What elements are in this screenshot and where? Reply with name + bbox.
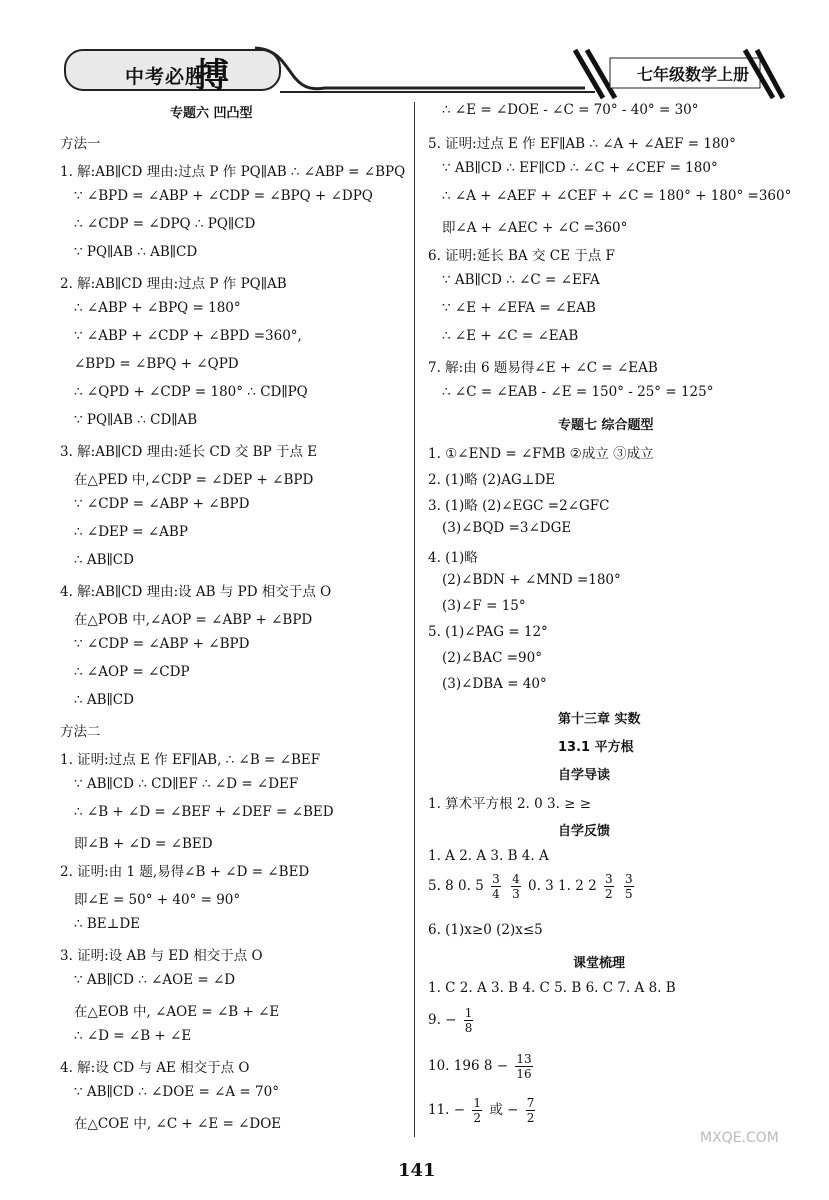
denominator: 3 [512, 887, 520, 901]
denominator: 2 [526, 1111, 535, 1125]
answer-line: 1. 证明:过点 E 作 EF∥AB, ∴ ∠B = ∠BEF [60, 752, 321, 768]
answer-line: ∵ ∠CDP = ∠ABP + ∠BPD [74, 636, 250, 652]
numerator: 3 [624, 872, 633, 886]
answer-line: ∵ PQ∥AB ∴ AB∥CD [74, 244, 198, 260]
answer-line: ∴ ∠DEP = ∠ABP [74, 524, 188, 540]
denominator: 4 [492, 887, 500, 901]
answer-line: 在△POB 中,∠AOP = ∠ABP + ∠BPD [74, 612, 313, 628]
answer-line: ∵ ∠E + ∠EFA = ∠EAB [442, 300, 596, 316]
answer-line: ∴ ∠C = ∠EAB - ∠E = 150° - 25° = 125° [442, 384, 714, 400]
fraction [472, 1096, 482, 1125]
answer-line: ∵ ∠ABP + ∠CDP + ∠BPD =360°, [74, 328, 302, 344]
answer-line: ∵ AB∥CD ∴ ∠C = ∠EFA [442, 272, 600, 288]
answer-line: 6. (1)x≥0 (2)x≤5 [428, 922, 543, 938]
answer-line: 5. 证明:过点 E 作 EF∥AB ∴ ∠A + ∠AEF = 180° [428, 136, 736, 152]
answer-line [428, 872, 637, 901]
denominator: 16 [516, 1067, 532, 1081]
section-title: 课堂梳理 [573, 956, 626, 971]
answer-line: (2)∠BAC =90° [442, 650, 542, 666]
answer-line: ∴ BE⊥DE [74, 916, 141, 932]
answer-line: 4. (1)略 [428, 550, 478, 566]
answer-text: 9. − [428, 1012, 457, 1028]
section-title: 13.1 平方根 [558, 740, 634, 755]
answer-line: ∵ AB∥CD ∴ CD∥EF ∴ ∠D = ∠DEF [74, 776, 299, 792]
denominator: 2 [473, 1111, 482, 1125]
answer-line: (3)∠DBA = 40° [442, 676, 547, 692]
section-title: 专题六 凹凸型 [170, 106, 253, 121]
section-title: 专题七 综合题型 [558, 418, 654, 433]
answer-line: ∴ ∠E = ∠DOE - ∠C = 70° - 40° = 30° [442, 102, 699, 118]
answer-text: 5. 8 0. 5 [428, 878, 484, 894]
answer-line: 6. 证明:延长 BA 交 CE 于点 F [428, 248, 615, 264]
answer-line: 3. (1)略 (2)∠EGC =2∠GFC [428, 498, 610, 514]
answer-line: 即∠A + ∠AEC + ∠C =360° [442, 220, 628, 236]
answer-line: ∠BPD = ∠BPQ + ∠QPD [74, 356, 239, 372]
answer-line: 5. (1)∠PAG = 12° [428, 624, 548, 640]
answer-line: ∴ ∠A + ∠AEF + ∠CEF + ∠C = 180° + 180° =360° [442, 188, 792, 204]
answer-line: (3)∠BQD =3∠DGE [442, 520, 572, 536]
answer-line [428, 1096, 538, 1125]
denominator: 2 [605, 887, 613, 901]
answer-line: 1. 解:AB∥CD 理由:过点 P 作 PQ∥AB ∴ ∠ABP = ∠BPQ [60, 164, 406, 180]
answer-line: (3)∠F = 15° [442, 598, 526, 614]
denominator: 8 [464, 1021, 473, 1035]
answer-line: ∴ ∠E + ∠C = ∠EAB [442, 328, 579, 344]
answer-line: ∵ ∠BPD = ∠ABP + ∠CDP = ∠BPQ + ∠DPQ [74, 188, 373, 204]
answer-line: 7. 解:由 6 题易得∠E + ∠C = ∠EAB [428, 360, 658, 376]
answer-line: ∴ ∠AOP = ∠CDP [74, 664, 190, 680]
answer-line: ∵ PQ∥AB ∴ CD∥AB [74, 412, 198, 428]
answer-line: ∴ ∠B + ∠D = ∠BEF + ∠DEF = ∠BED [74, 804, 334, 820]
numerator: 1 [473, 1096, 482, 1110]
answer-line: 在△EOB 中, ∠AOE = ∠B + ∠E [74, 1004, 280, 1020]
brand-text: 中考必胜· [125, 66, 214, 88]
answer-line: ∵ AB∥CD ∴ EF∥CD ∴ ∠C + ∠CEF = 180° [442, 160, 718, 176]
answer-line: 3. 证明:设 AB 与 ED 相交于点 O [60, 948, 263, 964]
answer-line: 方法一 [60, 136, 101, 152]
brand-glyph: 搏 [195, 56, 229, 96]
answer-line: 3. 解:AB∥CD 理由:延长 CD 交 BP 于点 E [60, 444, 318, 460]
fraction [604, 872, 614, 901]
denominator: 5 [624, 887, 633, 901]
answer-line: ∴ ∠QPD + ∠CDP = 180° ∴ CD∥PQ [74, 384, 308, 400]
answer-line: 4. 解:设 CD 与 AE 相交于点 O [60, 1060, 250, 1076]
numerator: 13 [516, 1052, 532, 1066]
answer-line: 1. A 2. A 3. B 4. A [428, 848, 549, 864]
answer-line: ∵ AB∥CD ∴ ∠AOE = ∠D [74, 972, 236, 988]
fraction [491, 872, 501, 901]
section-title: 自学反馈 [558, 824, 611, 839]
answer-line: ∴ AB∥CD [74, 552, 134, 568]
answer-line: 1. ①∠END = ∠FMB ②成立 ③成立 [428, 446, 654, 462]
section-title: 自学导读 [558, 768, 611, 783]
numerator: 1 [464, 1006, 473, 1020]
answer-line: 1. C 2. A 3. B 4. C 5. B 6. C 7. A 8. B [428, 980, 676, 996]
answer-line: 在△PED 中,∠CDP = ∠DEP + ∠BPD [74, 472, 314, 488]
fraction [515, 1052, 532, 1081]
fraction [511, 872, 521, 901]
answer-text: 或 − [489, 1102, 519, 1118]
answer-line: ∴ ∠D = ∠B + ∠E [74, 1028, 192, 1044]
section-title: 第十三章 实数 [558, 712, 641, 727]
fraction [526, 1096, 536, 1125]
answer-text: 10. 196 8 − [428, 1058, 509, 1074]
numerator: 7 [526, 1096, 535, 1110]
fraction [624, 872, 634, 901]
page-header [55, 40, 785, 102]
answer-line: ∴ ∠CDP = ∠DPQ ∴ PQ∥CD [74, 216, 256, 232]
watermark: MXQE.COM [700, 1130, 779, 1146]
answer-line: ∵ ∠CDP = ∠ABP + ∠BPD [74, 496, 250, 512]
answer-line: ∵ AB∥CD ∴ ∠DOE = ∠A = 70° [74, 1084, 279, 1100]
numerator: 4 [512, 872, 520, 886]
answer-line: 方法二 [60, 724, 101, 740]
answer-line: 即∠B + ∠D = ∠BED [74, 836, 213, 852]
column-divider [414, 102, 415, 1137]
numerator: 3 [492, 872, 500, 886]
numerator: 3 [605, 872, 613, 886]
page-number: 141 [398, 1160, 436, 1181]
answer-line: 4. 解:AB∥CD 理由:设 AB 与 PD 相交于点 O [60, 584, 332, 600]
answer-line [428, 1006, 476, 1035]
answer-line: 2. 证明:由 1 题,易得∠B + ∠D = ∠BED [60, 864, 310, 880]
answer-line: ∴ ∠ABP + ∠BPQ = 180° [74, 300, 241, 316]
answer-text: 11. − [428, 1102, 466, 1118]
answer-text: 0. 3 1. 2 2 [528, 878, 597, 894]
answer-line: 在△COE 中, ∠C + ∠E = ∠DOE [74, 1116, 282, 1132]
answer-line: 1. 算术平方根 2. 0 3. ≥ ≥ [428, 796, 592, 812]
answer-line: (2)∠BDN + ∠MND =180° [442, 572, 621, 588]
subject-title: 七年级数学上册 [637, 65, 750, 84]
answer-line: 即∠E = 50° + 40° = 90° [74, 892, 241, 908]
answer-line: 2. (1)略 (2)AG⊥DE [428, 472, 556, 488]
fraction [464, 1006, 474, 1035]
answer-line: 2. 解:AB∥CD 理由:过点 P 作 PQ∥AB [60, 276, 287, 292]
answer-line [428, 1052, 536, 1081]
answer-line: ∴ AB∥CD [74, 692, 134, 708]
